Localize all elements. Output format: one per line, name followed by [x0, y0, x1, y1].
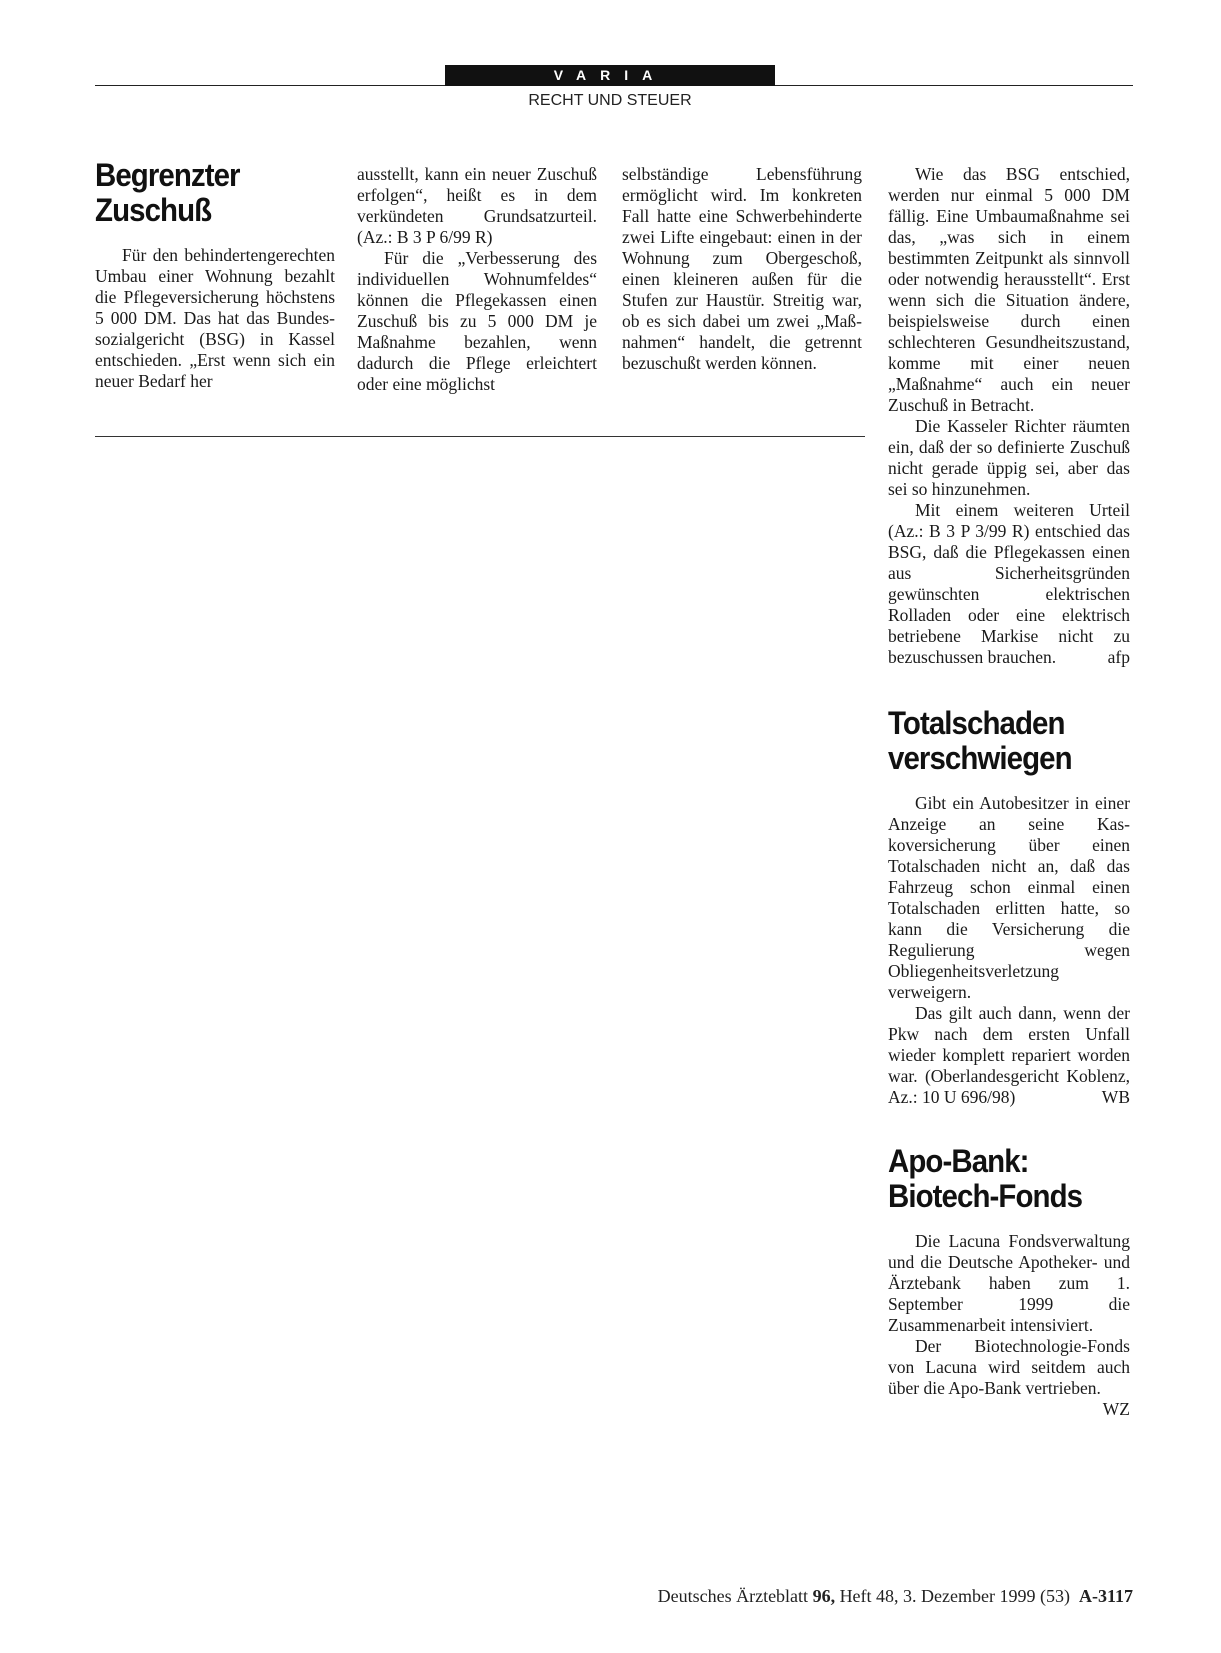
author-signature: WZ	[1102, 1399, 1130, 1419]
headline-line: Totalschaden	[888, 705, 1065, 741]
paragraph: Die Kasseler Richter räumten ein, daß der so definierte Zuschuß nicht gerade üppig sei, aber das sei so hinzunehmen.	[888, 416, 1130, 499]
article1-headline	[95, 158, 316, 228]
journal-volume: 96,	[812, 1586, 836, 1606]
paragraph-text: Der Biotechnologie-Fonds von Lacuna wird seitdem auch über die Apo-Bank vertrieben.	[888, 1336, 1130, 1398]
author-signature: WB	[1101, 1087, 1130, 1107]
article2-headline	[888, 706, 1111, 776]
paragraph-text: Das gilt auch dann, wenn der Pkw nach dem ersten Unfall wieder komplett repariert worden war. (Oberlandesgericht Koblenz, Az.: 10 U 696/98)	[888, 1003, 1130, 1107]
paragraph: Die Lacuna Fondsverwaltung und die Deutsche Apotheker- und Ärztebank haben zum 1. September 1999 die Zusammenarbeit intensiviert.	[888, 1231, 1130, 1335]
section-label: VARIA	[445, 65, 775, 86]
article1-column-3	[622, 164, 862, 374]
paragraph: Gibt ein Autobesitzer in einer Anzeige an seine Kaskoversicherung über einen Totalschaden nicht an, daß das Fahrzeug schon einmal einen Totalschaden erlitten hatte, so kann die Versicherung die Regulierung wegen Obliegenheitsverletzung verweigern.	[888, 793, 1130, 1002]
headline-line: Zuschuß	[95, 192, 212, 228]
right-column	[888, 164, 1130, 1420]
page-number: A-3117	[1079, 1586, 1133, 1606]
headline-line: Apo-Bank:	[888, 1143, 1029, 1179]
article1-column-2	[357, 164, 597, 395]
article1-column-1	[95, 158, 335, 392]
subsection-label: RECHT UND STEUER	[528, 92, 692, 109]
page-footer	[658, 1586, 1133, 1607]
paragraph: ausstellt, kann ein neuer Zuschuß erfolgen“, heißt es in dem verkündeten Grundsatzurteil. (Az.: B 3 P 6/99 R)	[357, 164, 597, 247]
paragraph: Für den behindertengerechten Umbau einer Wohnung bezahlt die Pflegeversicherung höchstens 5 000 DM. Das hat das Bundessozialgericht (BSG) in Kassel entschieden. „Erst wenn sich ein neuer Bedarf her	[95, 245, 335, 391]
headline-line: Biotech-Fonds	[888, 1178, 1083, 1214]
paragraph	[888, 1003, 1130, 1108]
issue-info: Heft 48, 3. Dezember 1999 (53)	[839, 1586, 1070, 1606]
paragraph-text: Mit einem weiteren Urteil (Az.: B 3 P 3/99 R) entschied das BSG, daß die Pflegekassen einen aus Sicherheitsgründen gewünschten elektrischen Rolladen oder eine elektrisch betriebene Markise nicht zu bezuschussen brauchen.	[888, 500, 1130, 667]
article-divider	[95, 436, 865, 437]
paragraph	[888, 500, 1130, 668]
paragraph: selbständige Lebensführung ermöglicht wird. Im konkreten Fall hatte eine Schwerbehinderte zwei Lifte eingebaut: einen in der Wohnung zum Obergeschoß, einen kleineren außen für die Stufen zur Haustür. Streitig war, ob es sich dabei um zwei „Maßnahmen“ handelt, die getrennt bezuschußt werden können.	[622, 164, 862, 373]
paragraph: Wie das BSG entschied, werden nur einmal 5 000 DM fällig. Eine Umbaumaßnahme sei das, „was sich in einem bestimmten Zeitpunkt als sinnvoll oder notwendig herausstellt“. Erst wenn sich die Situation ändere, beispielsweise durch einen schlechteren Gesundheitszustand, komme mit einer neuen „Maßnahme“ auch ein neuer Zuschuß in Betracht.	[888, 164, 1130, 415]
article3-headline	[888, 1144, 1111, 1214]
paragraph: Für die „Verbesserung des individuellen Wohnumfeldes“ können die Pflegekassen einen Zuschuß bis zu 5 000 DM je Maßnahme bezahlen, wenn dadurch die Pflege erleichtert oder eine möglichst	[357, 248, 597, 394]
headline-line: Begrenzter	[95, 157, 240, 193]
headline-line: verschwiegen	[888, 740, 1072, 776]
journal-name: Deutsches Ärzteblatt	[657, 1586, 809, 1606]
author-signature: afp	[1107, 647, 1130, 667]
paragraph	[888, 1336, 1130, 1419]
